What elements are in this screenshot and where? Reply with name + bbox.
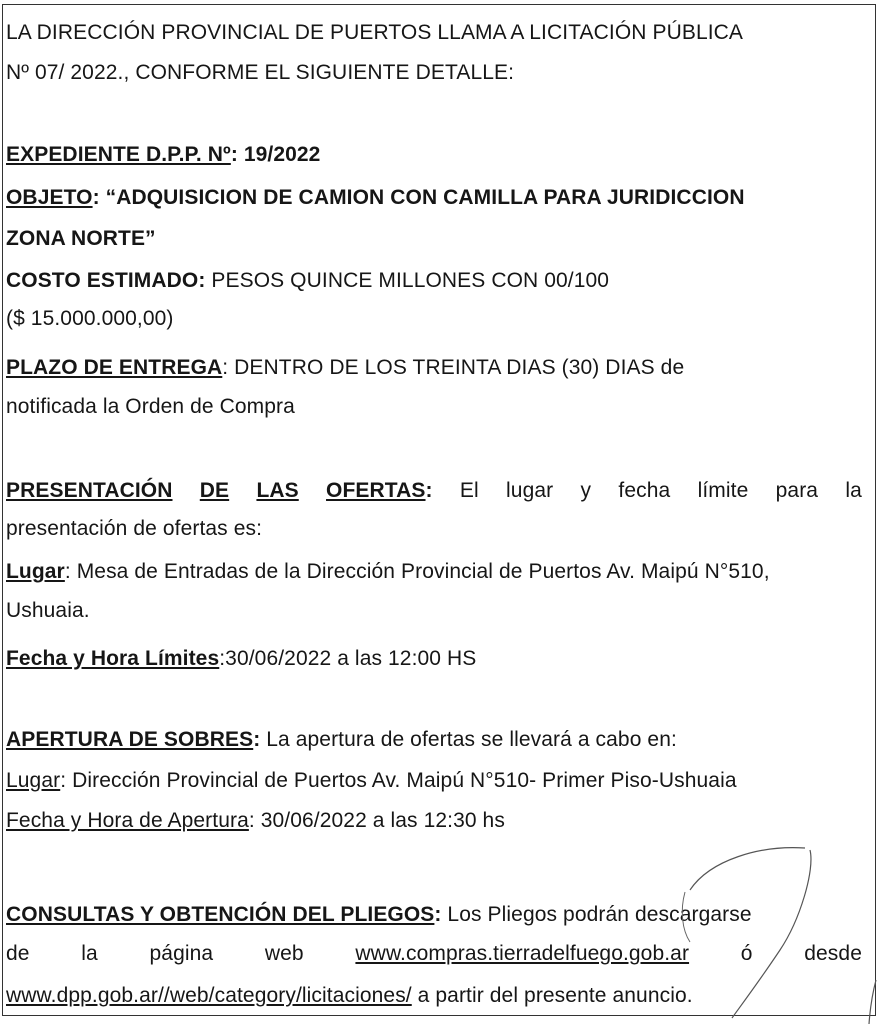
consultas-word: desde xyxy=(804,942,862,965)
consultas-label: CONSULTAS Y OBTENCIÓN DEL PLIEGOS xyxy=(6,903,435,926)
presentacion-word: fecha xyxy=(618,479,671,502)
apertura-fecha-line xyxy=(6,808,505,834)
apertura-text: La apertura de ofertas se llevará a cabo en: xyxy=(260,728,677,751)
plazo-value-1: : DENTRO DE LOS TREINTA DIAS (30) DIAS de xyxy=(222,356,685,379)
presentacion-word: El xyxy=(459,479,479,502)
consultas-text-1: Los Pliegos podrán descargarse xyxy=(441,903,752,926)
plazo-label: PLAZO DE ENTREGA xyxy=(6,356,223,379)
expediente-value: 19/2022 xyxy=(237,143,321,166)
objeto-line-1 xyxy=(6,185,745,211)
presentacion-line-1 xyxy=(6,478,862,504)
intro-text-1: LA DIRECCIÓN PROVINCIAL DE PUERTOS LLAMA A LICITACIÓN PÚBLICA xyxy=(6,21,744,44)
expediente-line xyxy=(6,142,320,168)
presentacion-word: lugar xyxy=(506,479,554,502)
presentacion-word: la xyxy=(845,479,862,502)
presentacion-label-w2: DE xyxy=(199,479,230,502)
presentacion-lugar-label: Lugar xyxy=(6,560,65,583)
presentacion-lugar-value-2: Ushuaia. xyxy=(6,599,90,622)
presentacion-lugar-line xyxy=(6,559,770,585)
presentacion-text-2: presentación de ofertas es: xyxy=(6,517,263,540)
presentacion-line-2 xyxy=(6,516,262,542)
presentacion-lugar-line-2 xyxy=(6,598,90,624)
objeto-sep: : xyxy=(92,186,100,209)
presentacion-sep: : xyxy=(425,479,433,502)
plazo-line-1 xyxy=(6,355,684,381)
presentacion-label-w3: LAS xyxy=(256,479,299,502)
presentacion-label-w1: PRESENTACIÓN xyxy=(6,479,173,502)
presentacion-fecha-value: :30/06/2022 a las 12:00 HS xyxy=(219,647,477,670)
costo-line-2 xyxy=(6,306,174,332)
expediente-sep: : xyxy=(230,143,238,166)
consultas-word: web xyxy=(264,942,304,965)
consultas-line-3 xyxy=(6,983,693,1009)
dpp-licitaciones-link[interactable]: www.dpp.gob.ar//web/category/licitaciones/ xyxy=(6,984,412,1007)
apertura-label: APERTURA DE SOBRES xyxy=(6,728,254,751)
consultas-line-2 xyxy=(6,941,862,967)
apertura-fecha-value: : 30/06/2022 a las 12:30 hs xyxy=(248,809,505,832)
apertura-line xyxy=(6,727,677,753)
presentacion-word: y xyxy=(580,479,592,502)
costo-value-2: ($ 15.000.000,00) xyxy=(6,307,174,330)
expediente-label: EXPEDIENTE D.P.P. Nº xyxy=(6,143,231,166)
plazo-line-2 xyxy=(6,394,295,420)
presentacion-fecha-line xyxy=(6,646,476,672)
objeto-value-2: ZONA NORTE” xyxy=(6,227,156,250)
apertura-lugar-value: : Dirección Provincial de Puertos Av. Maipú N°510- Primer Piso-Ushuaia xyxy=(60,769,737,792)
costo-label: COSTO ESTIMADO: xyxy=(6,269,206,292)
objeto-label: OBJETO xyxy=(6,186,93,209)
objeto-line-2 xyxy=(6,226,156,252)
costo-line-1 xyxy=(6,268,609,294)
presentacion-fecha-label: Fecha y Hora Límites xyxy=(6,647,220,670)
apertura-lugar-label: Lugar xyxy=(6,769,61,792)
consultas-word: ó xyxy=(740,942,753,965)
presentacion-word: para xyxy=(775,479,819,502)
apertura-sep: : xyxy=(253,728,261,751)
intro-line-1 xyxy=(6,20,862,46)
apertura-lugar-line xyxy=(6,768,737,794)
plazo-value-2: notificada la Orden de Compra xyxy=(6,395,295,418)
consultas-line-1 xyxy=(6,902,752,928)
intro-text-2: Nº 07/ 2022., CONFORME EL SIGUIENTE DETALLE: xyxy=(6,61,515,84)
consultas-text-3: a partir del presente anuncio. xyxy=(411,984,693,1007)
presentacion-word: límite xyxy=(697,479,749,502)
consultas-word: la xyxy=(81,942,98,965)
compras-link[interactable]: www.compras.tierradelfuego.gob.ar xyxy=(355,942,690,965)
presentacion-label-w4: OFERTAS xyxy=(326,479,426,502)
consultas-word: de xyxy=(6,942,30,965)
apertura-fecha-label: Fecha y Hora de Apertura xyxy=(6,809,249,832)
costo-value-1: PESOS QUINCE MILLONES CON 00/100 xyxy=(205,269,610,292)
intro-line-2 xyxy=(6,60,514,86)
objeto-value-1: “ADQUISICION DE CAMION CON CAMILLA PARA JURIDICCION xyxy=(99,186,745,209)
consultas-sep: : xyxy=(434,903,442,926)
consultas-word: página xyxy=(149,942,214,965)
presentacion-lugar-value: : Mesa de Entradas de la Dirección Provincial de Puertos Av. Maipú N°510, xyxy=(64,560,770,583)
